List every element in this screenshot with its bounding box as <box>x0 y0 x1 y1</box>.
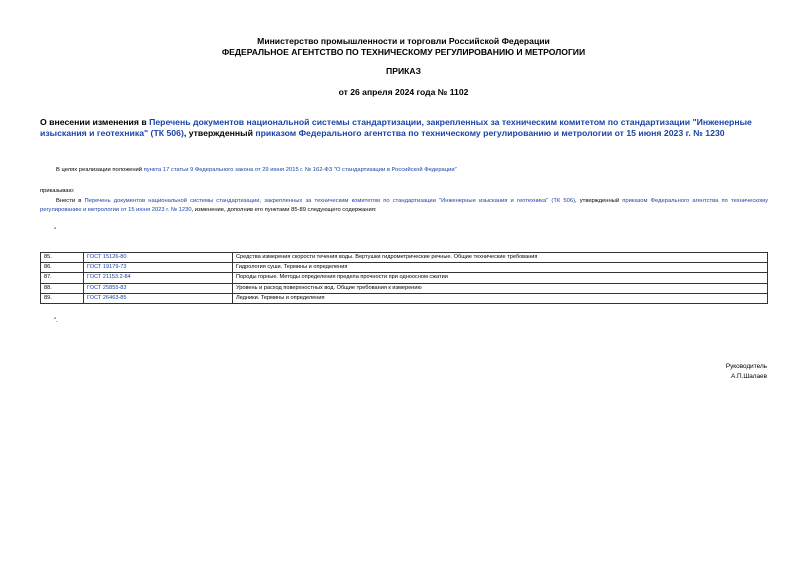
subject-list-link[interactable]: Перечень документов национальной системы стандартизации, закрепленных за техническим комитетом по стандартизации "Инженерные изыскания и геотехника" (ТК 506) <box>40 117 752 138</box>
row-number: 87. <box>41 273 84 283</box>
document-type: ПРИКАЗ <box>386 66 421 76</box>
amendment-suffix: , изменение, дополнив его пунктами 85-89 следующего содержания: <box>191 207 377 213</box>
document-subject <box>40 117 770 139</box>
amendment-order-link[interactable]: приказом Федерального агентства по техническому регулированию и метрологии от 15 июня 2023 г. № 1230 <box>40 198 769 213</box>
table-row <box>41 273 768 283</box>
federal-law-link[interactable]: пункта 17 статьи 9 Федерального закона от 29 июня 2015 г. № 162-ФЗ "О стандартизации в Российской Федерации" <box>143 167 457 173</box>
standard-link[interactable]: ГОСТ 21153.2-84 <box>87 274 131 281</box>
standard-title: Породы горные. Методы определения предела прочности при одноосном сжатии <box>233 273 768 283</box>
ordered-label: приказываю: <box>40 188 75 194</box>
standards-table <box>40 252 768 304</box>
row-number: 89. <box>41 293 84 303</box>
standard-title: Гидрология суши. Термины и определения <box>233 263 768 273</box>
signatory-role: Руководитель <box>725 363 767 370</box>
row-number: 88. <box>41 283 84 293</box>
agency-name: ФЕДЕРАЛЬНОЕ АГЕНТСТВО ПО ТЕХНИЧЕСКОМУ РЕГУЛИРОВАНИЮ И МЕТРОЛОГИИ <box>221 47 586 57</box>
amendment-paragraph <box>40 197 768 215</box>
amendment-middle: , утвержденный <box>575 198 623 204</box>
ministry-name: Министерство промышленности и торговли Российской Федерации <box>257 36 550 46</box>
purpose-paragraph <box>56 166 776 175</box>
row-number: 85. <box>41 253 84 263</box>
standard-link[interactable]: ГОСТ 25855-83 <box>87 284 127 291</box>
standard-link[interactable]: ГОСТ 26463-85 <box>87 294 127 301</box>
standard-link[interactable]: ГОСТ 15126-80 <box>87 254 127 261</box>
purpose-prefix: В целях реализации положений <box>56 167 144 173</box>
subject-middle: , утвержденный <box>183 128 256 138</box>
subject-prefix: О внесении изменения в <box>40 117 150 127</box>
table-row <box>41 283 768 293</box>
standard-title: Уровень и расход поверхностных вод. Общие требования к измерению <box>233 283 768 293</box>
amendment-prefix: Внести в <box>56 198 85 204</box>
document-date-number: от 26 апреля 2024 года № 1102 <box>338 87 469 97</box>
subject-order-link[interactable]: приказом Федерального агентства по техническому регулированию и метрологии от 15 июня 2023 г. № 1230 <box>255 128 725 138</box>
quote-close: ". <box>54 318 58 324</box>
amendment-list-link[interactable]: Перечень документов национальной системы стандартизации, закрепленных за техническим комитетом по стандартизации "Инженерные изыскания и геотехника" (ТК 506) <box>84 198 575 204</box>
signatory-name: А.П.Шалаев <box>730 373 767 380</box>
standard-title: Ледники. Термины и определения <box>233 293 768 303</box>
standard-link[interactable]: ГОСТ 19179-73 <box>87 264 127 271</box>
row-number: 86. <box>41 263 84 273</box>
table-row <box>41 263 768 273</box>
table-row <box>41 293 768 303</box>
standard-title: Средства измерения скорости течения воды. Вертушки гидрометрические речные. Общие технические требования <box>233 253 768 263</box>
table-row <box>41 253 768 263</box>
quote-open: " <box>54 228 57 234</box>
